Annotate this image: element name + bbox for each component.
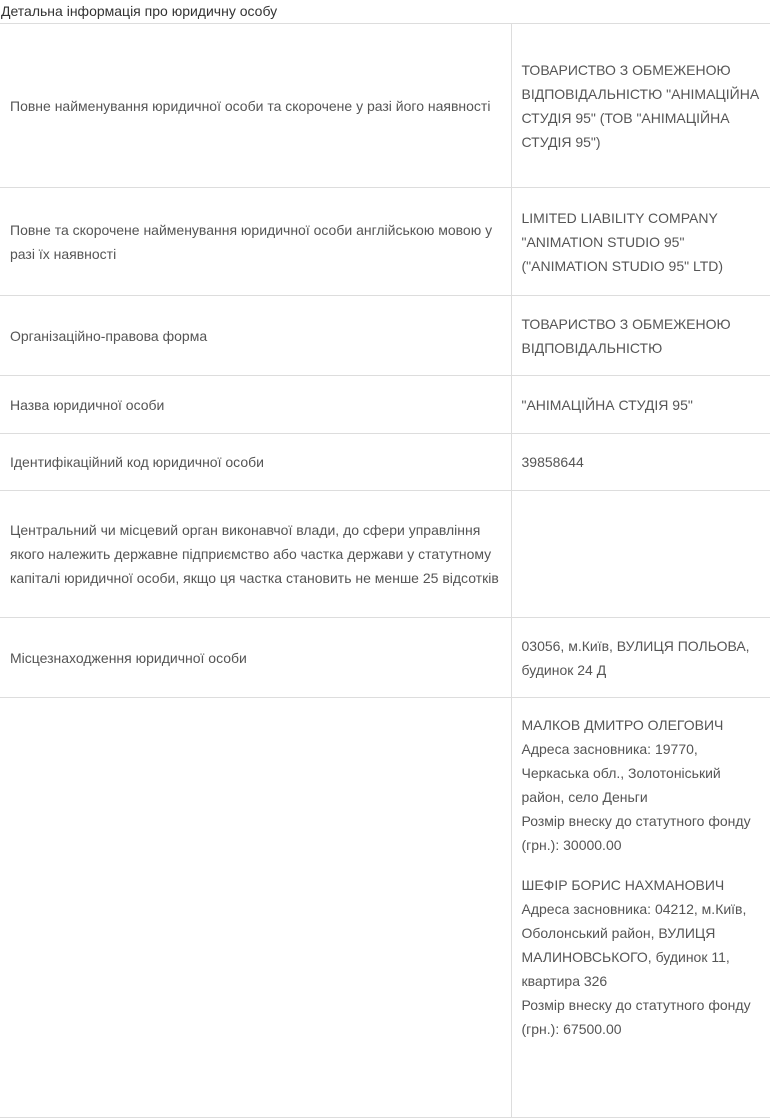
row-value: 03056, м.Київ, ВУЛИЦЯ ПОЛЬОВА, будинок 24 Д [511,618,770,698]
founder-name: ШЕФІР БОРИС НАХМАНОВИЧ [521,877,725,893]
row-label-empty [0,698,511,1118]
row-label: Повне найменування юридичної особи та скорочене у разі його наявності [0,24,511,188]
table-row [0,296,770,376]
table-row [0,24,770,188]
table-row [0,491,770,618]
row-label: Центральний чи місцевий орган виконавчої влади, до сфери управління якого належить державне підприємство або частка держави у статутному капіталі юридичної особи, якщо ця частка становить не менше 25 відсотків [0,491,511,618]
row-label: Ідентифікаційний код юридичної особи [0,434,511,491]
founders-list [511,698,770,1118]
row-label: Місцезнаходження юридичної особи [0,618,511,698]
table-row [0,618,770,698]
table-row [0,376,770,434]
row-value: 39858644 [511,434,770,491]
row-label: Організаційно-правова форма [0,296,511,376]
legal-entity-table [0,23,770,1118]
row-value: ТОВАРИСТВО З ОБМЕЖЕНОЮ ВІДПОВІДАЛЬНІСТЮ [511,296,770,376]
row-value: "АНІМАЦІЙНА СТУДІЯ 95" [511,376,770,434]
founder-address: Адреса засновника: 04212, м.Київ, Оболонський район, ВУЛИЦЯ МАЛИНОВСЬКОГО, будинок 11, квартира 326 [521,901,747,989]
row-value [511,491,770,618]
table-row-founders [0,698,770,1118]
row-label: Повне та скорочене найменування юридичної особи англійською мовою у разі їх наявності [0,188,511,296]
section-caption: Детальна інформація про юридичну особу [1,3,278,19]
table-row [0,188,770,296]
table-row [0,434,770,491]
row-value: ТОВАРИСТВО З ОБМЕЖЕНОЮ ВІДПОВІДАЛЬНІСТЮ "АНІМАЦІЙНА СТУДІЯ 95" (ТОВ "АНІМАЦІЙНА СТУДІЯ 95") [511,24,770,188]
founder-contribution: Розмір внеску до статутного фонду (грн.): 30000.00 [521,813,751,853]
row-value: LIMITED LIABILITY COMPANY "ANIMATION STUDIO 95" ("ANIMATION STUDIO 95" LTD) [511,188,770,296]
row-label: Назва юридичної особи [0,376,511,434]
founder-name: МАЛКОВ ДМИТРО ОЛЕГОВИЧ [521,717,724,733]
founder-address: Адреса засновника: 19770, Черкаська обл., Золотоніський район, село Деньги [521,741,721,805]
founder-contribution: Розмір внеску до статутного фонду (грн.): 67500.00 [521,997,751,1037]
founder-entry [522,873,761,1041]
founder-entry [522,713,761,857]
